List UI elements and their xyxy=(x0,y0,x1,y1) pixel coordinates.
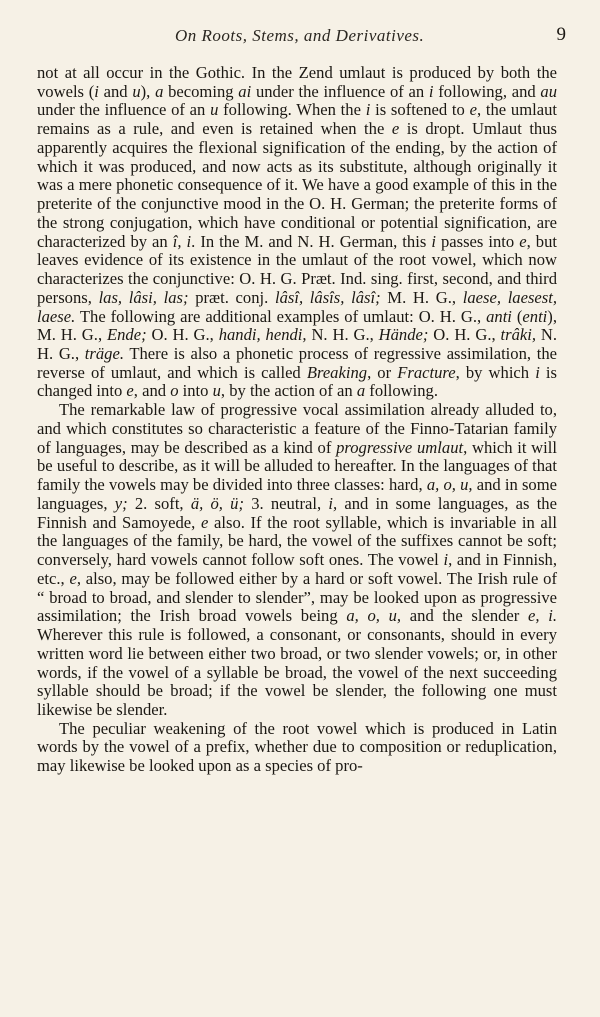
italic-term: a xyxy=(155,81,164,101)
italic-term: y; xyxy=(114,493,128,513)
italic-term: e xyxy=(126,381,134,401)
text-run: is changed into xyxy=(37,362,557,401)
text-run: præt. conj. xyxy=(188,287,275,307)
italic-term: Fracture xyxy=(397,362,456,382)
text-run: , also, may be followed either by a hard or soft vowel. The Irish rule of “ broad to broad, and slender to slender”, may be looked upon as progressive assimilation; the Irish broad vowels being xyxy=(37,568,558,626)
italic-term: e xyxy=(69,568,77,588)
italic-term: Ende; xyxy=(106,325,147,345)
italic-term: a, o, u, xyxy=(346,606,402,626)
text-run: , or xyxy=(367,362,398,382)
italic-term: i xyxy=(535,362,540,382)
text-run: , and xyxy=(133,381,171,401)
italic-term: ä, ö, ü; xyxy=(190,493,244,513)
italic-term: enti xyxy=(522,306,548,326)
italic-term: u xyxy=(212,381,221,401)
text-run: , and in Finnish, etc., xyxy=(37,550,557,588)
italic-term: ai xyxy=(238,81,252,101)
italic-term: laese, laesest, laese. xyxy=(37,287,558,326)
text-run: The following are additional examples of umlaut: O. H. G., xyxy=(75,306,487,326)
page-header xyxy=(0,24,600,50)
text-run: . In the M. and N. H. German, this xyxy=(191,231,432,251)
text-run: is dropt. Umlaut thus apparently acquires the flexional signification of the ending, by the action of which it was produced, and now acts as its substitute, although originally it was a mere phonetic consequence of it. We have a good example of this in the preterite of the conjunctive mood in the O. H. German; the preterite forms of the strong conjugation, which have conditional or potential signification, are characterized by an xyxy=(37,119,557,251)
text-run: ), M. H. G., xyxy=(37,306,557,345)
italic-term: e xyxy=(200,512,209,532)
italic-term: e xyxy=(469,100,477,120)
italic-term: i xyxy=(94,81,99,101)
italic-term: a xyxy=(356,381,366,401)
italic-term: u xyxy=(210,100,219,120)
text-run: and in some languages, xyxy=(37,475,557,513)
page-number: 9 xyxy=(556,24,566,45)
text-run: and xyxy=(98,81,133,101)
italic-term: a, o, u, xyxy=(426,475,473,495)
italic-term: i, xyxy=(328,493,338,513)
italic-term: u xyxy=(132,81,141,101)
italic-term: e xyxy=(519,231,527,251)
text-run: into xyxy=(178,381,213,401)
italic-term: i xyxy=(443,550,449,570)
text-run: following, and xyxy=(433,81,541,101)
italic-term: e xyxy=(391,119,400,139)
text-run: 2. soft, xyxy=(127,493,191,513)
italic-term: i xyxy=(428,81,434,101)
text-run: M. H. G., xyxy=(380,287,463,307)
text-run: There is also a phonetic process of regressive assimilation, the reverse of umlaut, and which is called xyxy=(37,344,557,382)
italic-term: i xyxy=(365,100,371,120)
text-run: and the slender xyxy=(401,606,529,626)
italic-term: las, lâsi, las; xyxy=(98,287,189,307)
italic-term: Breaking xyxy=(306,362,368,382)
italic-term: e, i. xyxy=(528,606,558,626)
italic-term: au xyxy=(540,81,557,101)
italic-term: progressive umlaut xyxy=(336,437,464,457)
text-run: also. If the root syllable, which is invariable in all the languages of the family, be hard, the vowel of the suffixes cannot be soft; conversely, hard vowels cannot follow soft ones. The vowel xyxy=(37,512,557,570)
italic-term: trâki, xyxy=(500,325,537,345)
text-run: and in some languages, as the Finnish and Samoyede, xyxy=(37,493,557,532)
body-text xyxy=(37,64,557,776)
text-run: N. H. G., xyxy=(306,325,379,345)
text-run: following. When the xyxy=(218,100,366,120)
text-run: Wherever this rule is followed, a consonant, or consonants, should in every written word lie between either two broad, or two slender vowels; or, in other words, if the vowel of a syllable be broad, the vowel of the next succeeding syllable should be broad; if the vowel be slender, the following one must likewise be slender. xyxy=(37,625,557,719)
text-run: is softened to xyxy=(370,100,470,120)
italic-term: i xyxy=(431,231,436,251)
text-run: ( xyxy=(511,306,523,326)
text-run: , which it will be useful to describe, as it will be alluded to hereafter. In the languages of that family the vowels may be divided into three classes: hard, xyxy=(37,437,557,495)
text-run: passes into xyxy=(435,231,520,251)
text-run: , the umlaut remains as a rule, and even is retained when the xyxy=(37,100,557,139)
text-run: under the influence of an xyxy=(251,81,429,101)
italic-term: o xyxy=(170,381,179,401)
paragraph-1 xyxy=(37,64,557,401)
text-run: The remarkable law of progressive vocal assimilation already alluded to, and which constitutes so characteristic a feature of the Finno-Tatarian family of languages, may be described as a kind of xyxy=(37,400,557,457)
running-title: On Roots, Stems, and Derivatives. xyxy=(175,26,425,45)
text-run: not at all occur in the Gothic. In the Zend umlaut is produced by both the vowels ( xyxy=(37,63,557,101)
text-run: , by which xyxy=(455,362,536,382)
italic-term: î, i xyxy=(172,231,192,251)
text-run: O. H. G., xyxy=(428,325,501,345)
text-run: following. xyxy=(365,381,438,401)
text-run: N. H. G., xyxy=(37,325,558,364)
paragraph-3 xyxy=(37,720,557,776)
italic-term: anti xyxy=(486,306,512,326)
text-run: , but leaves evidence of its existence in the umlaut of the root vowel, which now characterizes the conjunctive: O. H. G. Præt. Ind. sing. first, second, and third persons, xyxy=(37,231,557,307)
italic-term: handi, hendi, xyxy=(218,325,307,345)
text-run: O. H. G., xyxy=(146,325,219,345)
paragraph-2 xyxy=(37,401,557,719)
text-run: under the influence of an xyxy=(37,100,211,120)
text-run: becoming xyxy=(163,81,239,101)
text-run: The peculiar weakening of the root vowel which is produced in Latin words by the vowel of a prefix, whether due to composition or reduplication, may likewise be looked upon as a species of pro- xyxy=(37,718,557,776)
text-run: , by the action of an xyxy=(220,381,357,401)
italic-term: träge. xyxy=(84,344,124,364)
italic-term: lâsî, lâsîs, lâsî; xyxy=(274,287,381,307)
italic-term: Hände; xyxy=(378,325,429,345)
text-run: 3. neutral, xyxy=(243,493,329,513)
text-run: ), xyxy=(140,81,156,101)
